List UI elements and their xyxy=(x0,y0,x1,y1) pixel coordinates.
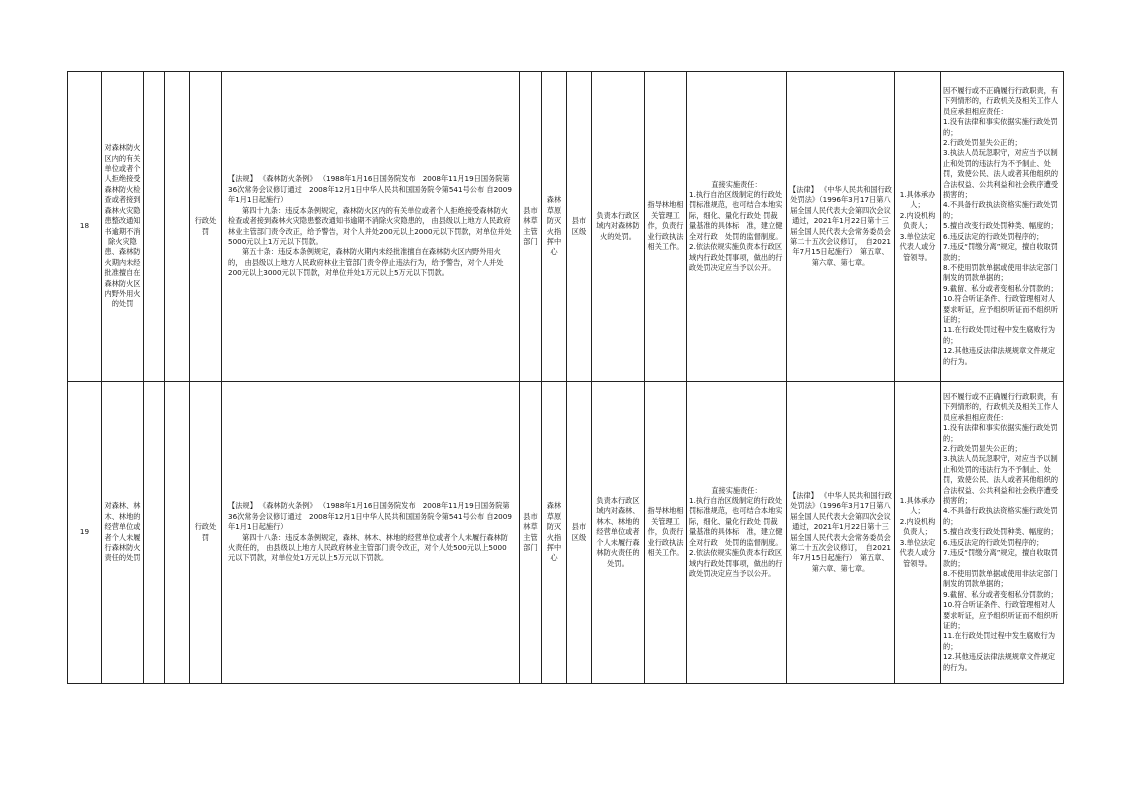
subject-item: 1.具体承办人； xyxy=(899,190,936,210)
accountability-item: 12.其他违反法律法规规章文件规定的行为。 xyxy=(943,346,1056,366)
accountability-item: 3.执法人员玩忽职守，对应当予以制止和处罚的违法行为不予制止、处罚，致使公民、法人或者其他组织的合法权益、公共利益和社会秩序遭受损害的； xyxy=(943,148,1059,200)
accountability-item: 9.截留、私分或者变相私分罚款的； xyxy=(943,589,1058,599)
accountability-item: 5.擅自改变行政处罚种类、幅度的； xyxy=(943,221,1058,231)
responsibility-basis: 【法律】 《中华人民共和国行政处罚法》（1996年3月17日第八届全国人民代表大会第四次会议通过，2021年1月22日第十三届全国人民代表大会常务委员会第二十五次会议修订， 自2021年7月15日起施行） 第五章、第六章、第七章。 xyxy=(787,382,895,684)
subject-item: 3.单位法定代表人或分管领导。 xyxy=(899,537,936,568)
power-category: 行政处罚 xyxy=(190,382,222,684)
accountability-item: 因不履行或不正确履行行政职责，有下列情形的，行政机关及相关工作人员应承担相应责任： xyxy=(943,392,1059,422)
accountability-item: 3.执法人员玩忽职守，对应当予以制止和处罚的违法行为不予制止、处罚，致使公民、法人或者其他组织的合法权益、公共利益和社会秩序遭受损害的； xyxy=(943,454,1059,506)
blank-cell xyxy=(144,382,165,684)
accountability-list xyxy=(941,72,1064,382)
accountability-item: 8.不使用罚款单据或使用非法定部门制发的罚款单据的； xyxy=(943,568,1058,589)
responsibility-item: 1.执行自治区级制定的行政处罚标准规范，也可结合本地实际，细化、量化行政处 罚裁量基准的具体标 准，建立健全对行政 处罚的监督制度。 xyxy=(689,190,783,241)
row-number: 19 xyxy=(68,382,102,684)
accountability-item: 1.没有法律和事实依据实施行政处罚的； xyxy=(943,423,1058,443)
legal-basis xyxy=(222,382,520,684)
accountability-item: 4.不具备行政执法资格实施行政处罚的； xyxy=(943,506,1058,526)
subject-item: 2.内设机构负责人； xyxy=(899,516,936,537)
table-row xyxy=(68,382,1064,684)
accountability-item: 4.不具备行政执法资格实施行政处罚的； xyxy=(943,200,1058,220)
subject-item: 3.单位法定代表人或分管领导。 xyxy=(899,231,936,262)
table-row xyxy=(68,72,1064,382)
accountability-item: 6.违反法定的行政处罚程序的； xyxy=(943,537,1044,547)
legal-basis-source: 【法规】 《森林防火条例》 （1988年1月16日国务院发布 2008年11月19日国务院第36次常务会议修订通过 2008年12月1日中华人民共和国国务院令第541号公布 自2009年1月1日起施行） xyxy=(228,174,512,205)
accountability-item: 11.在行政处罚过程中发生腐败行为的； xyxy=(943,325,1056,345)
accountability-item: 11.在行政处罚过程中发生腐败行为的； xyxy=(943,631,1056,651)
accountability-item: 2.行政处罚显失公正的； xyxy=(943,444,1022,454)
subject-item: 2.内设机构负责人； xyxy=(899,210,936,231)
blank-cell xyxy=(144,72,165,382)
implementation-content: 负责本行政区域内对森林防火的处罚。 xyxy=(592,72,645,382)
responsibility-heading: 直接实施责任： xyxy=(711,179,762,189)
responsibility-items xyxy=(687,382,787,684)
accountability-item: 10.符合听证条件、行政管理相对人要求听证，应予组织听证而不组织听证的； xyxy=(943,600,1059,630)
responsibility-items xyxy=(687,72,787,382)
accountability-item: 12.其他违反法律法规规章文件规定的行为。 xyxy=(943,652,1056,672)
responsibility-item: 1.执行自治区级制定的行政处罚标准规范，也可结合本地实际，细化、量化行政处 罚裁量基准的具体标 准，建立健全对行政 处罚的监督制度。 xyxy=(689,496,783,547)
legal-basis xyxy=(222,72,520,382)
accountability-item: 7.违反“罚缴分离”规定，擅自收取罚款的； xyxy=(943,242,1058,262)
row-number: 18 xyxy=(68,72,102,382)
subject-item: 1.具体承办人； xyxy=(899,496,936,516)
guidance-duty: 指导林地相关管理工作，负责行业行政执法相关工作。 xyxy=(645,382,687,684)
legal-basis-source: 【法规】 《森林防火条例》 （1988年1月16日国务院发布 2008年11月19日国务院第36次常务会议修订通过 2008年12月1日中华人民共和国国务院令第541号公布 自2009年1月1日起施行） xyxy=(228,501,512,532)
accountability-item: 6.违反法定的行政处罚程序的； xyxy=(943,231,1044,241)
accountability-item: 9.截留、私分或者变相私分罚款的； xyxy=(943,283,1058,293)
blank-cell xyxy=(165,72,190,382)
implementation-content: 负责本行政区域内对森林、林木、林地的经营单位或者个人未履行森林防火责任的处罚。 xyxy=(592,382,645,684)
legal-basis-article: 第五十条：违反本条例规定，森林防火期内未经批准擅自在森林防火区内野外用火的， 由县级以上地方人民政府林业主管部门责令停止违法行为，给予警告，对个人并处200元以上3000元以下罚款，对单位并处1万元以上5万元以下罚款。 xyxy=(228,247,504,278)
implementing-department: 县市林草主管部门 xyxy=(520,72,542,382)
accountability-item: 10.符合听证条件、行政管理相对人要求听证，应予组织听证而不组织听证的； xyxy=(943,294,1059,324)
responsible-subject xyxy=(895,382,941,684)
power-list-table xyxy=(67,71,1064,684)
responsible-subject xyxy=(895,72,941,382)
responsibility-item: 2.依法依规实施负责本行政区域内行政处罚事项，做出的行政处罚决定应当予以公开。 xyxy=(689,548,783,578)
accountability-list xyxy=(941,382,1064,684)
accountability-item: 2.行政处罚显失公正的； xyxy=(943,138,1022,148)
implementing-level: 县市区级 xyxy=(567,382,592,684)
implementing-level: 县市区级 xyxy=(567,72,592,382)
accountability-item: 1.没有法律和事实依据实施行政处罚的； xyxy=(943,117,1058,137)
legal-basis-article: 第四十九条：违反本条例规定，森林防火区内的有关单位或者个人拒绝接受森林防火检查或者接到森林火灾隐患整改通知书逾期不消除火灾隐患的， 由县级以上地方人民政府林业主管部门责令改正，给予警告，对个人并处200元以上2000元以下罚款，对单位并处5000元以上1万元以下罚款。 xyxy=(228,205,512,246)
accountability-item: 5.擅自改变行政处罚种类、幅度的； xyxy=(943,527,1058,537)
responsibility-heading: 直接实施责任： xyxy=(711,485,762,495)
item-name: 对森林防火区内的有关单位或者个人拒绝接受森林防火检查或者接到森林火灾隐患整改通知书逾期不消除火灾隐患、森林防火期内未经批准擅自在森林防火区内野外用火的处罚 xyxy=(102,72,144,382)
accountability-item: 7.违反“罚缴分离”规定，擅自收取罚款的； xyxy=(943,548,1058,568)
power-category: 行政处罚 xyxy=(190,72,222,382)
implementing-unit: 森林草原防灭火指挥中心 xyxy=(542,72,567,382)
accountability-item: 因不履行或不正确履行行政职责，有下列情形的，行政机关及相关工作人员应承担相应责任： xyxy=(943,86,1059,116)
blank-cell xyxy=(165,382,190,684)
guidance-duty: 指导林地相关管理工作，负责行业行政执法相关工作。 xyxy=(645,72,687,382)
responsibility-item: 2.依法依规实施负责本行政区域内行政处罚事项，做出的行政处罚决定应当予以公开。 xyxy=(689,242,783,272)
legal-basis-article: 第四十八条：违反本条例规定，森林、林木、林地的经营单位或者个人未履行森林防火责任的， 由县级以上地方人民政府林业主管部门责令改正，对个人处500元以上5000元以下罚款，对单位处1万元以上5万元以下罚款。 xyxy=(228,532,508,563)
implementing-unit: 森林草原防灭火指挥中心 xyxy=(542,382,567,684)
accountability-item: 8.不使用罚款单据或使用非法定部门制发的罚款单据的； xyxy=(943,262,1058,283)
item-name: 对森林、林木、林地的经营单位或者个人未履行森林防火责任的处罚 xyxy=(102,382,144,684)
implementing-department: 县市林草主管部门 xyxy=(520,382,542,684)
responsibility-basis: 【法律】 《中华人民共和国行政处罚法》（1996年3月17日第八届全国人民代表大会第四次会议通过，2021年1月22日第十三届全国人民代表大会常务委员会第二十五次会议修订， 自2021年7月15日起施行） 第五章、第六章、第七章。 xyxy=(787,72,895,382)
